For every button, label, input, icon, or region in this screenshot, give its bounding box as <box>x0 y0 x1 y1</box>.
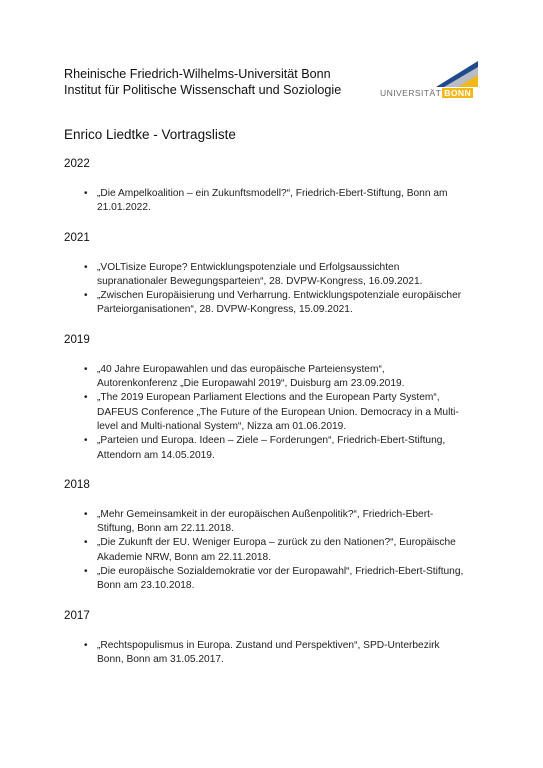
talk-text: „Die Zukunft der EU. Weniger Europa – zurück zu den Nationen?“, Europäische Akademie NRW, Bonn am 22.11.2018. <box>97 537 456 563</box>
year-section <box>64 156 464 216</box>
talk-item <box>64 363 464 392</box>
bullet-icon: • <box>84 508 88 520</box>
talk-text: „Die Ampelkoalition – ein Zukunftsmodell?“, Friedrich-Ebert-Stiftung, Bonn am 21.01.2022. <box>97 188 448 214</box>
talk-item <box>64 536 464 565</box>
logo-mark-icon <box>436 61 478 87</box>
talk-list <box>64 363 464 463</box>
talk-text: „Zwischen Europäisierung und Verharrung. Entwicklungspotenziale europäischer Parteiorganisationen“, 28. DVPW-Kongress, 15.09.2021. <box>97 290 462 316</box>
talk-item <box>64 187 464 216</box>
page-title: Enrico Liedtke - Vortragsliste <box>64 127 236 142</box>
logo-text-universitaet: UNIVERSITÄT <box>380 88 442 98</box>
year-heading: 2018 <box>64 477 90 491</box>
talk-item <box>64 565 464 594</box>
talk-list <box>64 508 464 594</box>
talk-list <box>64 261 464 318</box>
talk-item <box>64 391 464 434</box>
bullet-icon: • <box>84 188 88 199</box>
talk-text: „40 Jahre Europawahlen und das europäische Parteiensystem“, Autorenkonferenz „Die Europawahl 2019“, Duisburg am 23.09.2019. <box>97 363 405 390</box>
talk-item <box>64 639 464 668</box>
logo-text-bonn: BONN <box>444 88 472 98</box>
bullet-icon: • <box>84 363 88 375</box>
university-logo <box>380 61 478 101</box>
talk-text: „VOLTisize Europe? Entwicklungspotenziale und Erfolgsaussichten supranationaler Bewegungsparteien“, 28. DVPW-Kongress, 16.09.2021. <box>97 261 423 287</box>
bullet-icon: • <box>84 537 88 549</box>
bullet-icon: • <box>84 639 88 651</box>
year-section <box>64 230 464 318</box>
logo-wordmark <box>380 88 478 99</box>
bullet-icon: • <box>84 290 88 302</box>
year-section <box>64 332 464 463</box>
institute-name: Institut für Politische Wissenschaft und Soziologie <box>64 83 342 97</box>
talk-list <box>64 639 464 668</box>
year-heading: 2019 <box>64 332 90 346</box>
talk-item <box>64 508 464 537</box>
talk-item <box>64 261 464 290</box>
year-heading: 2022 <box>64 157 90 170</box>
bullet-icon: • <box>84 392 88 404</box>
talk-item <box>64 434 464 463</box>
talk-text: „Die europäische Sozialdemokratie vor der Europawahl“, Friedrich-Ebert-Stiftung, Bonn am 23.10.2018. <box>97 566 464 592</box>
talk-text: „Rechtspopulismus in Europa. Zustand und Perspektiven“, SPD-Unterbezirk Bonn, Bonn am 31.05.2017. <box>97 639 440 665</box>
institution-name: Rheinische Friedrich-Wilhelms-Universität Bonn <box>64 67 331 81</box>
talk-list <box>64 187 464 216</box>
bullet-icon: • <box>84 261 88 273</box>
talk-text: „Mehr Gemeinsamkeit in der europäischen Außenpolitik?“, Friedrich-Ebert-Stiftung, Bonn am 22.11.2018. <box>97 508 434 535</box>
year-heading: 2021 <box>64 230 90 244</box>
talk-item <box>64 289 464 318</box>
year-section <box>64 477 464 594</box>
year-heading: 2017 <box>64 608 90 622</box>
year-section <box>64 608 464 668</box>
bullet-icon: • <box>84 435 88 447</box>
lecture-list <box>64 156 464 681</box>
bullet-icon: • <box>84 566 88 578</box>
talk-text: „Parteien und Europa. Ideen – Ziele – Forderungen“, Friedrich-Ebert-Stiftung, Attendorn am 14.05.2019. <box>97 435 446 461</box>
talk-text: „The 2019 European Parliament Elections and the European Party System“, DAFEUS Conference „The Future of the European Union. Democracy in a Multi-level and Multi-national System“, Nizza am 01.06.2019. <box>97 392 459 432</box>
institution-header <box>64 66 341 98</box>
